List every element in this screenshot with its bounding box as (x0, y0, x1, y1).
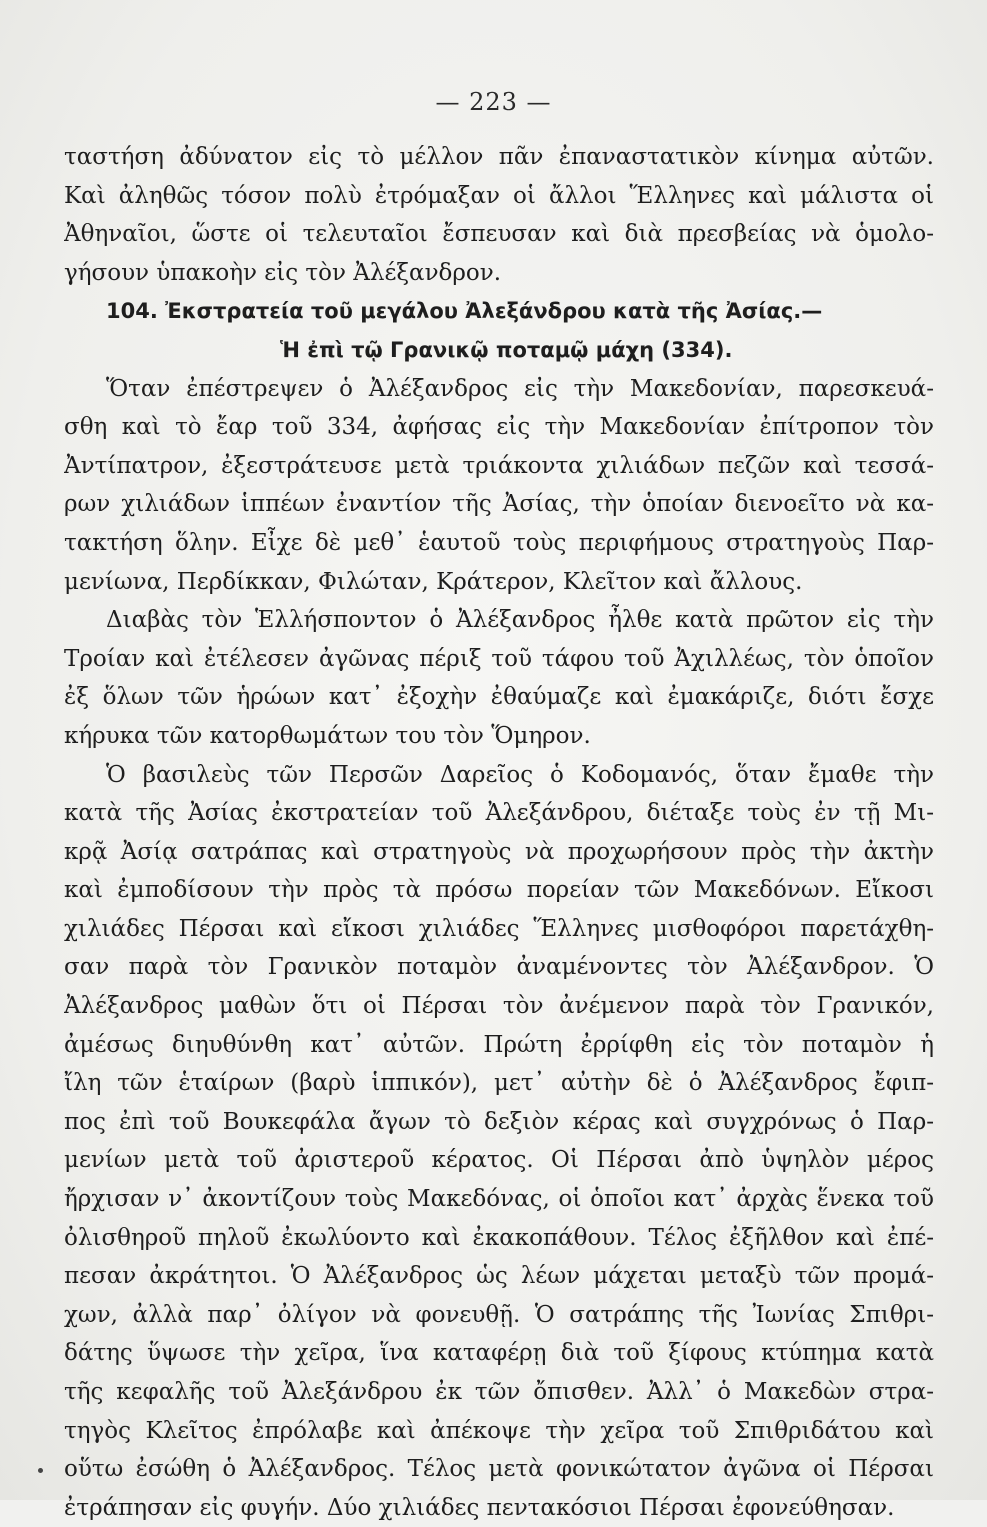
section-heading: 104. Ἐκστρατεία τοῦ μεγάλου Ἀλεξάνδρου κατὰ τῆς Ἀσίας.— (106, 299, 823, 324)
ink-speck (38, 1468, 43, 1473)
text-line: καὶ ἐμποδίσουν τὴν πρὸς τὰ πρόσω πορείαν τῶν Μακεδόνων. Εἴκοσι (64, 877, 934, 904)
text-line: ἀμέσως διηυθύνθη κατ᾽ αὐτῶν. Πρώτη ἐρρίφθη εἰς τὸν ποταμὸν ἡ (64, 1031, 934, 1058)
text-line: ὀλισθηροῦ πηλοῦ ἐκωλύοντο καὶ ἐκακοπάθουν. Τέλος ἐξῆλθον καὶ ἐπέ- (64, 1224, 934, 1251)
text-line: Ἀντίπατρον, ἐξεστράτευσε μετὰ τριάκοντα χιλιάδων πεζῶν καὶ τεσσά- (64, 452, 934, 479)
page-number: — 223 — (435, 88, 552, 116)
text-line: σθη καὶ τὸ ἔαρ τοῦ 334, ἀφήσας εἰς τὴν Μακεδονίαν ἐπίτροπον τὸν (64, 414, 934, 441)
text-line: ἤρχισαν ν᾽ ἀκοντίζουν τοὺς Μακεδόνας, οἱ ὁποῖοι κατ᾽ ἀρχὰς ἕνεκα τοῦ (64, 1186, 934, 1213)
text-line: Καὶ ἀληθῶς τόσον πολὺ ἐτρόμαξαν οἱ ἄλλοι Ἕλληνες καὶ μάλιστα οἱ (64, 182, 934, 209)
text-line: ἐξ ὅλων τῶν ἡρώων κατ᾽ ἐξοχὴν ἐθαύμαζε καὶ ἐμακάριζε, διότι ἔσχε (64, 684, 934, 711)
page-text (64, 138, 934, 1527)
text-line: τηγὸς Κλεῖτος ἐπρόλαβε καὶ ἀπέκοψε τὴν χεῖρα τοῦ Σπιθριδάτου καὶ (64, 1417, 934, 1444)
text-line: Διαβὰς τὸν Ἑλλήσποντον ὁ Ἀλέξανδρος ἦλθε κατὰ πρῶτον εἰς τὴν (106, 607, 934, 634)
text-line: χων, ἀλλὰ παρ᾽ ὀλίγον νὰ φονευθῇ. Ὁ σατράπης τῆς Ἰωνίας Σπιθρι- (64, 1301, 934, 1328)
text-line: ἐτράπησαν εἰς φυγήν. Δύο χιλιάδες πεντακόσιοι Πέρσαι ἐφονεύθησαν. (64, 1494, 895, 1521)
text-line: σαν παρὰ τὸν Γρανικὸν ποταμὸν ἀναμένοντες τὸν Ἀλέξανδρον. Ὁ (64, 954, 934, 981)
text-line: μενίωνα, Περδίκκαν, Φιλώταν, Κράτερον, Κλεῖτον καὶ ἄλλους. (64, 568, 803, 595)
text-line: ρων χιλιάδων ἱππέων ἐναντίον τῆς Ἀσίας, τὴν ὁποίαν διενοεῖτο νὰ κα- (64, 491, 934, 518)
text-line: κήρυκα τῶν κατορθωμάτων του τὸν Ὅμηρον. (64, 722, 591, 749)
text-line: Ὅταν ἐπέστρεψεν ὁ Ἀλέξανδρος εἰς τὴν Μακεδονίαν, παρεσκευά- (106, 375, 934, 402)
text-line: Ἀλέξανδρος μαθὼν ὅτι οἱ Πέρσαι τὸν ἀνέμενον παρὰ τὸν Γρανικόν, (64, 993, 934, 1020)
text-line: χιλιάδες Πέρσαι καὶ εἴκοσι χιλιάδες Ἕλληνες μισθοφόροι παρετάχθη- (64, 915, 934, 942)
text-line: ταστήση ἀδύνατον εἰς τὸ μέλλον πᾶν ἐπαναστατικὸν κίνημα αὐτῶν. (64, 144, 934, 170)
text-line: οὕτω ἐσώθη ὁ Ἀλέξανδρος. Τέλος μετὰ φονικώτατον ἀγῶνα οἱ Πέρσαι (64, 1456, 934, 1483)
text-line: τακτήση ὅλην. Εἶχε δὲ μεθ᾽ ἑαυτοῦ τοὺς περιφήμους στρατηγοὺς Παρ- (64, 529, 934, 556)
text-line: Τροίαν καὶ ἐτέλεσεν ἀγῶνας πέριξ τοῦ τάφου τοῦ Ἀχιλλέως, τὸν ὁποῖον (64, 645, 934, 672)
text-line: μενίων μετὰ τοῦ ἀριστεροῦ κέρατος. Οἱ Πέρσαι ἀπὸ ὑψηλὸν μέρος (64, 1147, 934, 1174)
text-line: δάτης ὕψωσε τὴν χεῖρα, ἵνα καταφέρῃ διὰ τοῦ ξίφους κτύπημα κατὰ (64, 1340, 934, 1367)
text-line: κρᾷ Ἀσίᾳ σατράπας καὶ στρατηγοὺς νὰ προχωρήσουν πρὸς τὴν ἀκτὴν (64, 838, 934, 865)
text-line: Ὁ βασιλεὺς τῶν Περσῶν Δαρεῖος ὁ Κοδομανός, ὅταν ἔμαθε τὴν (106, 761, 934, 788)
text-line: Ἀθηναῖοι, ὥστε οἱ τελευταῖοι ἔσπευσαν καὶ διὰ πρεσβείας νὰ ὁμολο- (64, 221, 934, 248)
section-subheading: Ἡ ἐπὶ τῷ Γρανικῷ ποταμῷ μάχη (334). (280, 337, 733, 362)
text-line: πος ἐπὶ τοῦ Βουκεφάλα ἄγων τὸ δεξιὸν κέρας καὶ συγχρόνως ὁ Παρ- (64, 1108, 934, 1135)
text-line: πεσαν ἀκράτητοι. Ὁ Ἀλέξανδρος ὡς λέων μάχεται μεταξὺ τῶν προμά- (64, 1263, 934, 1290)
text-line: τῆς κεφαλῆς τοῦ Ἀλεξάνδρου ἐκ τῶν ὄπισθεν. Ἀλλ᾽ ὁ Μακεδὼν στρα- (64, 1379, 934, 1405)
text-line: ἴλη τῶν ἑταίρων (βαρὺ ἱππικόν), μετ᾽ αὐτὴν δὲ ὁ Ἀλέξανδρος ἔφιπ- (64, 1070, 934, 1097)
text-line: κατὰ τῆς Ἀσίας ἐκστρατείαν τοῦ Ἀλεξάνδρου, διέταξε τοὺς ἐν τῇ Μι- (64, 800, 934, 827)
text-line: γήσουν ὑπακοὴν εἰς τὸν Ἀλέξανδρον. (64, 259, 502, 286)
